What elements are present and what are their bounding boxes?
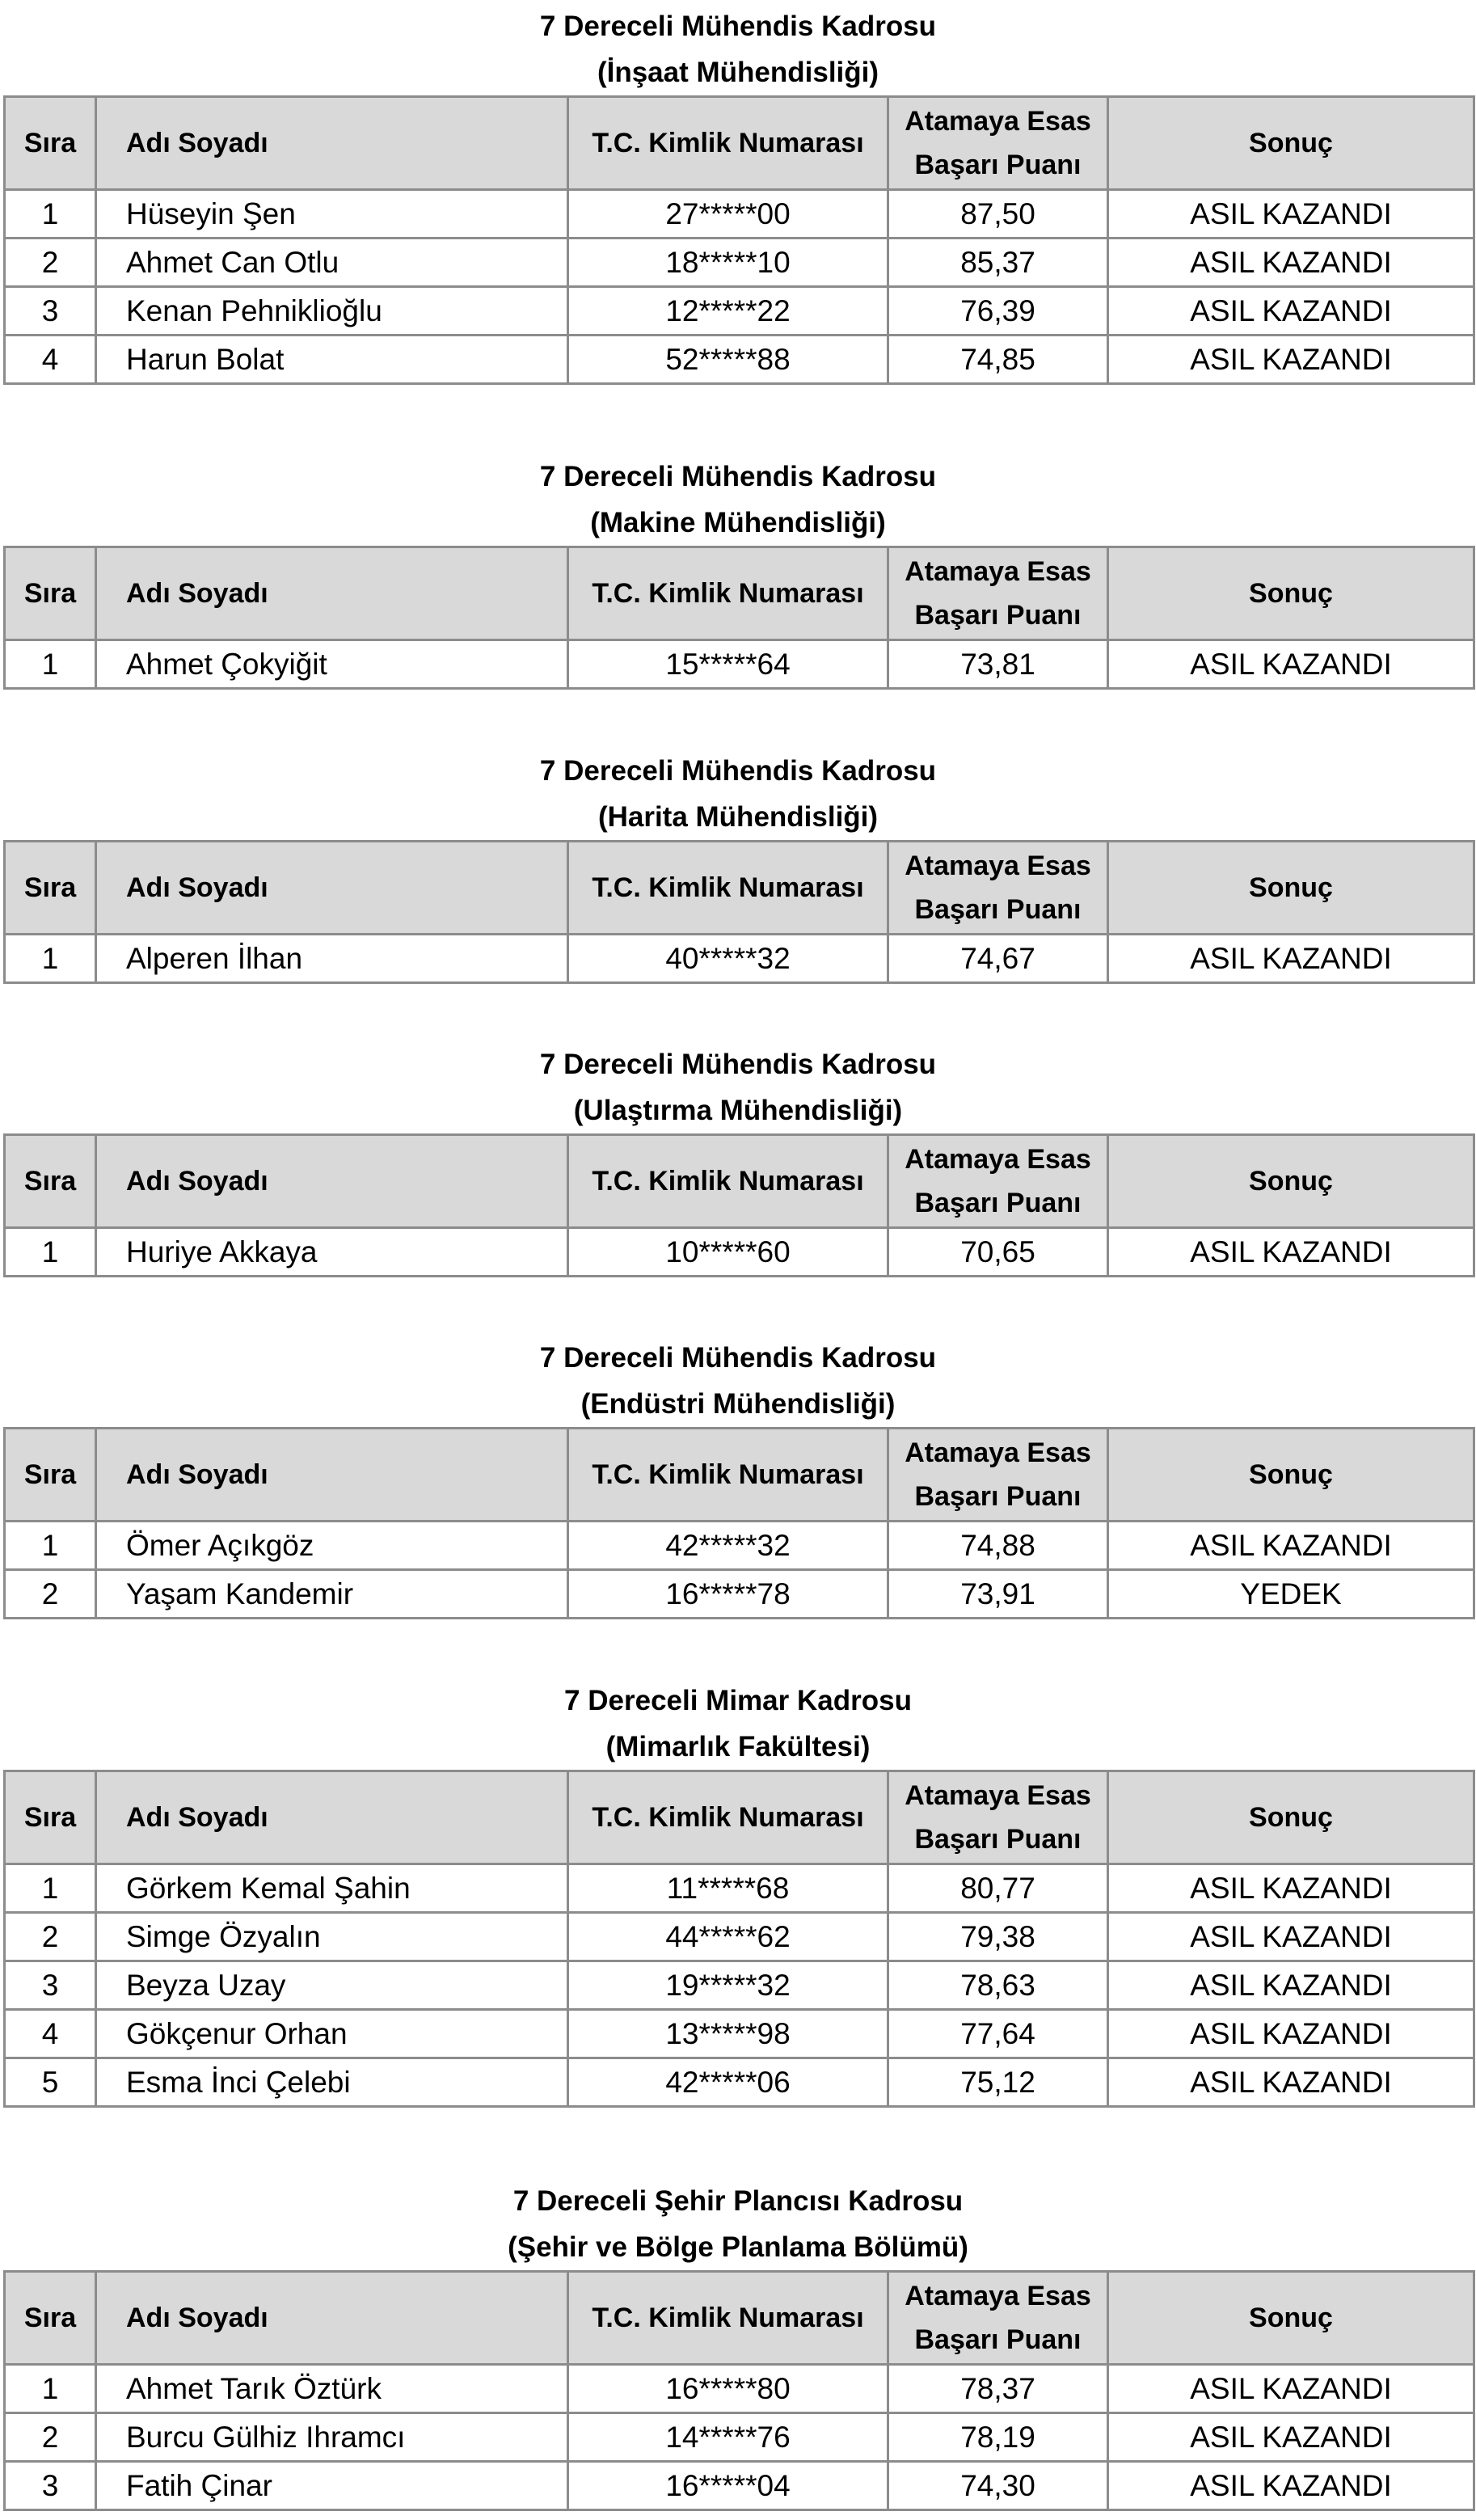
- cell-result: ASIL KAZANDI: [1108, 1522, 1474, 1570]
- header-row: [5, 1429, 1474, 1522]
- header-tc: T.C. Kimlik Numarası: [568, 1429, 888, 1522]
- cell-sira: 1: [5, 2365, 96, 2413]
- cell-result: ASIL KAZANDI: [1108, 2462, 1474, 2510]
- header-score-line1: Atamaya Esas: [905, 106, 1091, 137]
- section-harita: [3, 748, 1473, 984]
- table-row: [5, 2413, 1474, 2462]
- header-score: [888, 842, 1108, 935]
- section-makine: [3, 454, 1473, 690]
- cell-name: Esma İnci Çelebi: [96, 2058, 568, 2107]
- cell-score: 73,81: [888, 640, 1108, 689]
- section-mimarlik: [3, 1678, 1473, 2108]
- table-row: [5, 238, 1474, 287]
- cell-score: 76,39: [888, 287, 1108, 336]
- cell-sira: 3: [5, 1961, 96, 2010]
- results-table: [3, 1133, 1475, 1277]
- cell-score: 77,64: [888, 2010, 1108, 2058]
- results-table: [3, 546, 1475, 690]
- header-score-line2: Başarı Puanı: [914, 1481, 1082, 1512]
- cell-score: 74,88: [888, 1522, 1108, 1570]
- table-row: [5, 190, 1474, 238]
- header-score-line2: Başarı Puanı: [914, 1188, 1082, 1218]
- cell-result: ASIL KAZANDI: [1108, 336, 1474, 384]
- cell-result: ASIL KAZANDI: [1108, 238, 1474, 287]
- section-subtitle: (Şehir ve Bölge Planlama Bölümü): [508, 2231, 968, 2263]
- section-subtitle: (Endüstri Mühendisliği): [580, 1388, 896, 1420]
- cell-result: ASIL KAZANDI: [1108, 2058, 1474, 2107]
- header-sira: Sıra: [5, 842, 96, 935]
- header-tc: T.C. Kimlik Numarası: [568, 1135, 888, 1228]
- section-endustri: [3, 1335, 1473, 1619]
- header-tc: T.C. Kimlik Numarası: [568, 97, 888, 190]
- cell-score: 73,91: [888, 1570, 1108, 1619]
- cell-result: ASIL KAZANDI: [1108, 1913, 1474, 1961]
- cell-name: Kenan Pehniklioğlu: [96, 287, 568, 336]
- header-name: Adı Soyadı: [96, 1771, 568, 1864]
- cell-tc: 14*****76: [568, 2413, 888, 2462]
- header-score: [888, 547, 1108, 640]
- header-score-line2: Başarı Puanı: [914, 894, 1082, 925]
- header-score-line2: Başarı Puanı: [914, 1824, 1082, 1855]
- cell-score: 79,38: [888, 1913, 1108, 1961]
- cell-sira: 4: [5, 2010, 96, 2058]
- cell-sira: 1: [5, 935, 96, 983]
- cell-score: 75,12: [888, 2058, 1108, 2107]
- header-result: Sonuç: [1108, 1771, 1474, 1864]
- section-title: 7 Dereceli Mühendis Kadrosu: [539, 11, 937, 42]
- header-score-line2: Başarı Puanı: [914, 2324, 1082, 2355]
- header-name: Adı Soyadı: [96, 1429, 568, 1522]
- cell-tc: 13*****98: [568, 2010, 888, 2058]
- header-score-line2: Başarı Puanı: [914, 150, 1082, 180]
- cell-name: Ahmet Can Otlu: [96, 238, 568, 287]
- header-result: Sonuç: [1108, 842, 1474, 935]
- section-subtitle: (Ulaştırma Mühendisliği): [573, 1095, 903, 1126]
- header-row: [5, 547, 1474, 640]
- cell-sira: 3: [5, 2462, 96, 2510]
- cell-tc: 11*****68: [568, 1864, 888, 1913]
- cell-name: Ahmet Tarık Öztürk: [96, 2365, 568, 2413]
- cell-name: Harun Bolat: [96, 336, 568, 384]
- cell-score: 87,50: [888, 190, 1108, 238]
- cell-tc: 16*****04: [568, 2462, 888, 2510]
- section-title: 7 Dereceli Mühendis Kadrosu: [539, 461, 937, 492]
- header-name: Adı Soyadı: [96, 2272, 568, 2365]
- header-row: [5, 97, 1474, 190]
- cell-tc: 27*****00: [568, 190, 888, 238]
- header-name: Adı Soyadı: [96, 1135, 568, 1228]
- cell-tc: 40*****32: [568, 935, 888, 983]
- cell-name: Ömer Açıkgöz: [96, 1522, 568, 1570]
- header-sira: Sıra: [5, 1135, 96, 1228]
- cell-score: 78,37: [888, 2365, 1108, 2413]
- table-row: [5, 2365, 1474, 2413]
- cell-sira: 2: [5, 1913, 96, 1961]
- header-row: [5, 2272, 1474, 2365]
- cell-name: Simge Özyalın: [96, 1913, 568, 1961]
- cell-result: YEDEK: [1108, 1570, 1474, 1619]
- cell-sira: 1: [5, 640, 96, 689]
- results-table: [3, 2270, 1475, 2511]
- header-result: Sonuç: [1108, 2272, 1474, 2365]
- results-table: [3, 1770, 1475, 2108]
- cell-result: ASIL KAZANDI: [1108, 287, 1474, 336]
- cell-sira: 3: [5, 287, 96, 336]
- section-insaat: [3, 3, 1473, 385]
- section-subtitle: (Mimarlık Fakültesi): [605, 1731, 871, 1762]
- cell-tc: 42*****06: [568, 2058, 888, 2107]
- header-tc: T.C. Kimlik Numarası: [568, 1771, 888, 1864]
- cell-name: Huriye Akkaya: [96, 1228, 568, 1277]
- cell-sira: 2: [5, 1570, 96, 1619]
- section-title: 7 Dereceli Mühendis Kadrosu: [539, 755, 937, 787]
- header-result: Sonuç: [1108, 1429, 1474, 1522]
- header-result: Sonuç: [1108, 547, 1474, 640]
- header-row: [5, 842, 1474, 935]
- table-row: [5, 1228, 1474, 1277]
- cell-score: 74,85: [888, 336, 1108, 384]
- section-ulastirma: [3, 1041, 1473, 1277]
- table-row: [5, 1570, 1474, 1619]
- cell-score: 74,67: [888, 935, 1108, 983]
- cell-sira: 2: [5, 2413, 96, 2462]
- results-table: [3, 95, 1475, 385]
- header-sira: Sıra: [5, 97, 96, 190]
- header-score-line1: Atamaya Esas: [905, 1144, 1091, 1175]
- cell-result: ASIL KAZANDI: [1108, 2413, 1474, 2462]
- cell-result: ASIL KAZANDI: [1108, 2365, 1474, 2413]
- cell-name: Hüseyin Şen: [96, 190, 568, 238]
- table-row: [5, 1913, 1474, 1961]
- table-row: [5, 1522, 1474, 1570]
- header-row: [5, 1135, 1474, 1228]
- table-row: [5, 640, 1474, 689]
- section-subtitle: (Makine Mühendisliği): [590, 507, 886, 538]
- cell-result: ASIL KAZANDI: [1108, 2010, 1474, 2058]
- header-score: [888, 1771, 1108, 1864]
- cell-tc: 10*****60: [568, 1228, 888, 1277]
- header-score-line1: Atamaya Esas: [905, 1780, 1091, 1811]
- cell-name: Ahmet Çokyiğit: [96, 640, 568, 689]
- header-tc: T.C. Kimlik Numarası: [568, 2272, 888, 2365]
- cell-score: 78,19: [888, 2413, 1108, 2462]
- header-sira: Sıra: [5, 547, 96, 640]
- cell-name: Gökçenur Orhan: [96, 2010, 568, 2058]
- cell-score: 74,30: [888, 2462, 1108, 2510]
- cell-tc: 12*****22: [568, 287, 888, 336]
- header-score-line2: Başarı Puanı: [914, 600, 1082, 631]
- header-sira: Sıra: [5, 1429, 96, 1522]
- header-sira: Sıra: [5, 1771, 96, 1864]
- header-name: Adı Soyadı: [96, 97, 568, 190]
- header-score-line1: Atamaya Esas: [905, 556, 1091, 587]
- section-title: 7 Dereceli Mühendis Kadrosu: [539, 1342, 937, 1374]
- header-score: [888, 2272, 1108, 2365]
- table-row: [5, 2010, 1474, 2058]
- results-table: [3, 1427, 1475, 1619]
- cell-tc: 18*****10: [568, 238, 888, 287]
- cell-result: ASIL KAZANDI: [1108, 1228, 1474, 1277]
- cell-sira: 2: [5, 238, 96, 287]
- header-result: Sonuç: [1108, 97, 1474, 190]
- cell-tc: 52*****88: [568, 336, 888, 384]
- cell-sira: 1: [5, 1864, 96, 1913]
- section-subtitle: (İnşaat Mühendisliği): [597, 57, 879, 88]
- header-name: Adı Soyadı: [96, 547, 568, 640]
- header-score-line1: Atamaya Esas: [905, 2281, 1091, 2311]
- table-row: [5, 1961, 1474, 2010]
- header-name: Adı Soyadı: [96, 842, 568, 935]
- cell-sira: 1: [5, 1228, 96, 1277]
- table-row: [5, 336, 1474, 384]
- cell-score: 70,65: [888, 1228, 1108, 1277]
- table-row: [5, 2058, 1474, 2107]
- header-score-line1: Atamaya Esas: [905, 1437, 1091, 1468]
- cell-score: 80,77: [888, 1864, 1108, 1913]
- table-row: [5, 287, 1474, 336]
- cell-tc: 16*****80: [568, 2365, 888, 2413]
- section-title: 7 Dereceli Mimar Kadrosu: [564, 1685, 912, 1716]
- header-score-line1: Atamaya Esas: [905, 851, 1091, 881]
- cell-sira: 4: [5, 336, 96, 384]
- cell-name: Yaşam Kandemir: [96, 1570, 568, 1619]
- header-score: [888, 1429, 1108, 1522]
- header-row: [5, 1771, 1474, 1864]
- cell-result: ASIL KAZANDI: [1108, 1961, 1474, 2010]
- cell-sira: 1: [5, 1522, 96, 1570]
- section-subtitle: (Harita Mühendisliği): [597, 801, 879, 833]
- cell-tc: 16*****78: [568, 1570, 888, 1619]
- header-sira: Sıra: [5, 2272, 96, 2365]
- header-result: Sonuç: [1108, 1135, 1474, 1228]
- cell-result: ASIL KAZANDI: [1108, 190, 1474, 238]
- cell-tc: 42*****32: [568, 1522, 888, 1570]
- header-tc: T.C. Kimlik Numarası: [568, 547, 888, 640]
- cell-sira: 1: [5, 190, 96, 238]
- cell-result: ASIL KAZANDI: [1108, 935, 1474, 983]
- cell-sira: 5: [5, 2058, 96, 2107]
- section-sehir-planlama: [3, 2178, 1473, 2511]
- cell-result: ASIL KAZANDI: [1108, 640, 1474, 689]
- cell-name: Görkem Kemal Şahin: [96, 1864, 568, 1913]
- cell-name: Fatih Çinar: [96, 2462, 568, 2510]
- header-score: [888, 1135, 1108, 1228]
- section-title: 7 Dereceli Mühendis Kadrosu: [539, 1049, 937, 1080]
- cell-name: Burcu Gülhiz Ihramcı: [96, 2413, 568, 2462]
- section-title: 7 Dereceli Şehir Plancısı Kadrosu: [512, 2185, 964, 2217]
- cell-tc: 44*****62: [568, 1913, 888, 1961]
- header-tc: T.C. Kimlik Numarası: [568, 842, 888, 935]
- table-row: [5, 1864, 1474, 1913]
- cell-result: ASIL KAZANDI: [1108, 1864, 1474, 1913]
- cell-tc: 19*****32: [568, 1961, 888, 2010]
- cell-score: 78,63: [888, 1961, 1108, 2010]
- table-row: [5, 935, 1474, 983]
- results-table: [3, 840, 1475, 984]
- header-score: [888, 97, 1108, 190]
- cell-score: 85,37: [888, 238, 1108, 287]
- table-row: [5, 2462, 1474, 2510]
- cell-name: Beyza Uzay: [96, 1961, 568, 2010]
- cell-tc: 15*****64: [568, 640, 888, 689]
- cell-name: Alperen İlhan: [96, 935, 568, 983]
